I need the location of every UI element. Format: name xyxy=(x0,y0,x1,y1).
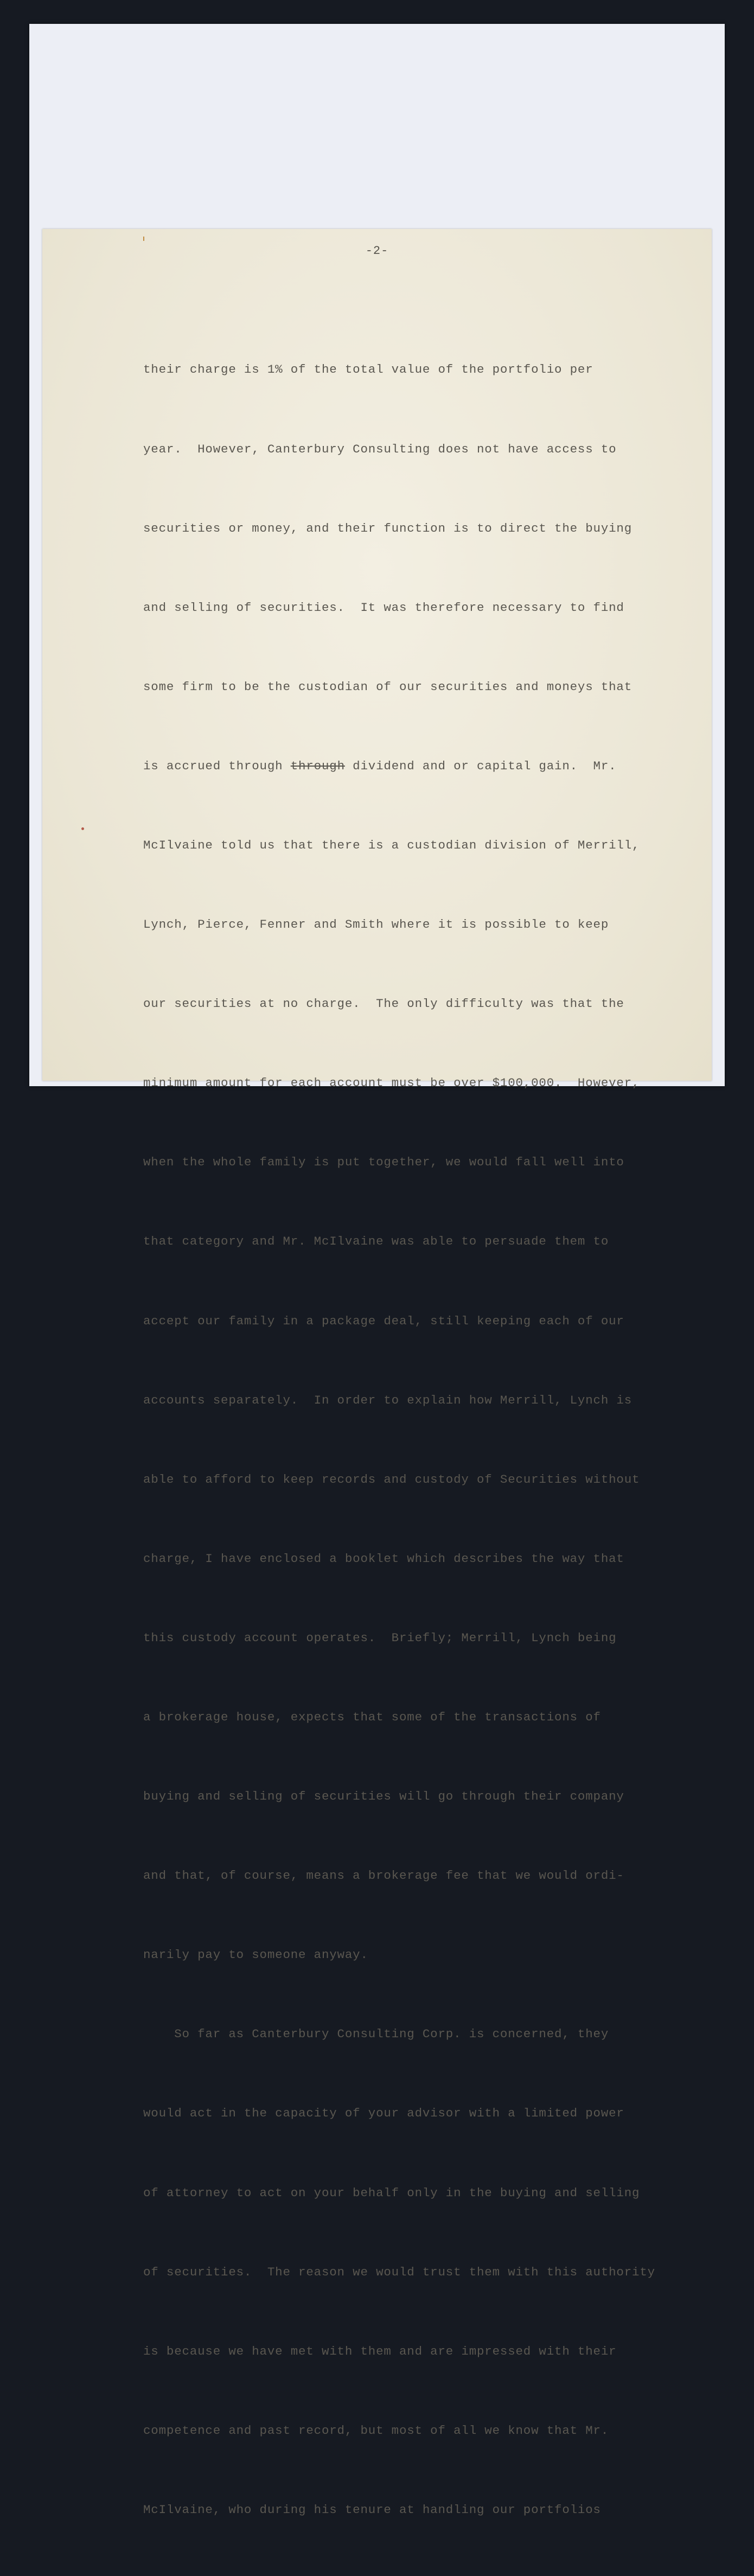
text-line: of attorney to act on your behalf only in the buying and selling xyxy=(143,2185,640,2200)
text-line: of securities. The reason we would trust them with this authority xyxy=(143,2265,655,2279)
text-line: is because we have met with them and are impressed with their xyxy=(143,2344,617,2358)
text-line: minimum amount for each account must be over $100,000. However, xyxy=(143,1076,640,1091)
text-line: our securities at no charge. The only difficulty was that the xyxy=(143,997,624,1011)
ink-dot xyxy=(81,827,84,830)
text-line: a brokerage house, expects that some of the transactions of xyxy=(143,1710,601,1724)
text-line: would act in the capacity of your advisor with a limited power xyxy=(143,2106,624,2121)
text-line: competence and past record, but most of all we know that Mr. xyxy=(143,2423,609,2438)
page-number: -2- xyxy=(365,244,389,258)
text-line: year. However, Canterbury Consulting does not have access to xyxy=(143,442,617,456)
text-line: this custody account operates. Briefly; Merrill, Lynch being xyxy=(143,1630,617,1645)
text-fragment: is accrued through xyxy=(143,758,291,773)
text-line: McIlvaine, who during his tenure at handling our portfolios xyxy=(143,2502,601,2517)
text-fragment: dividend and or capital gain. Mr. xyxy=(344,758,617,773)
text-line: Lynch, Pierce, Fenner and Smith where it is possible to keep xyxy=(143,917,609,932)
text-line: charge, I have enclosed a booklet which describes the way that xyxy=(143,1551,624,1566)
letter-page xyxy=(42,229,712,2517)
text-line: narily pay to someone anyway. xyxy=(143,1948,368,1962)
text-line: and selling of securities. It was therefore necessary to find xyxy=(143,600,624,615)
letter-body xyxy=(143,304,686,2576)
text-line: So far as Canterbury Consulting Corp. is concerned, they xyxy=(143,2027,609,2042)
text-line: McIlvaine told us that there is a custodian division of Merrill, xyxy=(143,838,640,852)
text-line: able to afford to keep records and custody of Securities without xyxy=(143,1472,640,1487)
text-line: their charge is 1% of the total value of the portfolio per xyxy=(143,362,593,377)
text-line: buying and selling of securities will go through their company xyxy=(143,1789,624,1804)
text-line: when the whole family is put together, we would fall well into xyxy=(143,1155,624,1170)
struck-word: through xyxy=(290,758,345,773)
text-line: and that, of course, means a brokerage fee that we would ordi- xyxy=(143,1869,624,1883)
text-line: securities or money, and their function is to direct the buying xyxy=(143,521,632,535)
text-line: some firm to be the custodian of our securities and moneys that xyxy=(143,679,632,694)
text-line: accounts separately. In order to explain how Merrill, Lynch is xyxy=(143,1393,632,1407)
text-line: that category and Mr. McIlvaine was able to persuade them to xyxy=(143,1234,609,1249)
text-line: accept our family in a package deal, still keeping each of our xyxy=(143,1313,624,1328)
text-line-with-strikethrough xyxy=(143,753,686,780)
ink-mark xyxy=(143,237,144,241)
